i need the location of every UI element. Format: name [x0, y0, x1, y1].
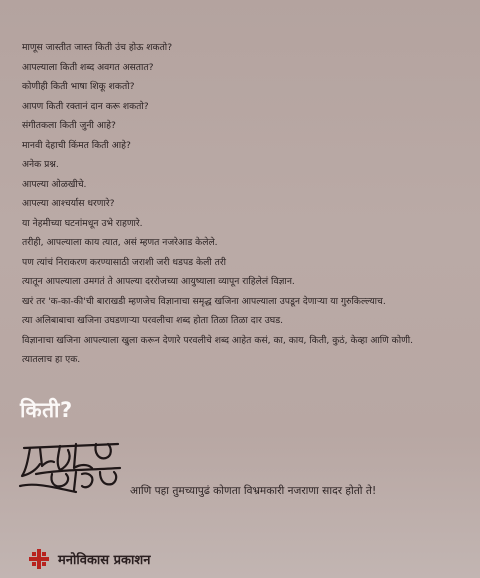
tagline: आणि पहा तुमच्यापुढं कोणता विभ्रमकारी नजराणा सादर होतो ते! [130, 485, 377, 497]
text-line: पण त्यांचं निराकरण करण्यासाठी जराशी जरी धडपड केली तरी [22, 256, 226, 268]
text-line: मानवी देहाची किंमत किती आहे? [22, 139, 131, 151]
text-line: खरं तर 'क-का-की'ची बाराखडी म्हणजेच विज्ञानाचा समृद्ध खजिना आपल्याला उपडून देणाऱ्या या गुरुकिल्ल्याच. [22, 295, 386, 307]
publisher-logo-icon [28, 548, 50, 570]
question-list [22, 38, 472, 370]
text-line: माणूस जास्तीत जास्त किती उंच होऊ शकतो? [22, 42, 173, 53]
author-signature [16, 430, 136, 496]
signature-scribble-icon [16, 430, 136, 496]
text-line: आपल्या आश्चर्यास धरणारे? [22, 198, 115, 209]
text-line: तरीही, आपल्याला काय त्यात, असं म्हणत नजरेआड केलेले. [22, 237, 218, 248]
heading-kiti: किती? [20, 398, 73, 422]
text-line: विज्ञानाचा खजिना आपल्याला खुला करून देणारे परवलीचे शब्द आहेत कसं, का, काय, किती, कुठं, केव्हा आणि कोणी. [22, 334, 414, 346]
text-line: आपल्याला किती शब्द अवगत असतात? [22, 61, 154, 73]
publisher-name: मनोविकास प्रकाशन [58, 553, 151, 568]
text-line: त्यातून आपल्याला उमगतं ते आपल्या दररोजच्या आयुष्याला व्यापून राहिलेलं विज्ञान. [22, 276, 295, 287]
text-line: आपण किती रक्तानं दान करू शकतो? [22, 100, 149, 112]
text-line: या नेहमीच्या घटनांमधून उभे राहणारे. [22, 217, 143, 229]
text-line: त्या अलिबाबाचा खजिना उघडणाऱ्या परवलीचा शब्द होता तिळा तिळा दार उघड. [22, 315, 284, 326]
text-line: आपल्या ओळखीचे. [22, 178, 87, 190]
text-line: संगीतकला किती जुनी आहे? [22, 120, 116, 131]
text-line: कोणीही किती भाषा शिकू शकतो? [22, 81, 135, 92]
publisher-brand [28, 548, 150, 570]
text-line: अनेक प्रश्न. [22, 159, 59, 170]
text-line: त्यातलाच हा एक. [22, 354, 81, 365]
